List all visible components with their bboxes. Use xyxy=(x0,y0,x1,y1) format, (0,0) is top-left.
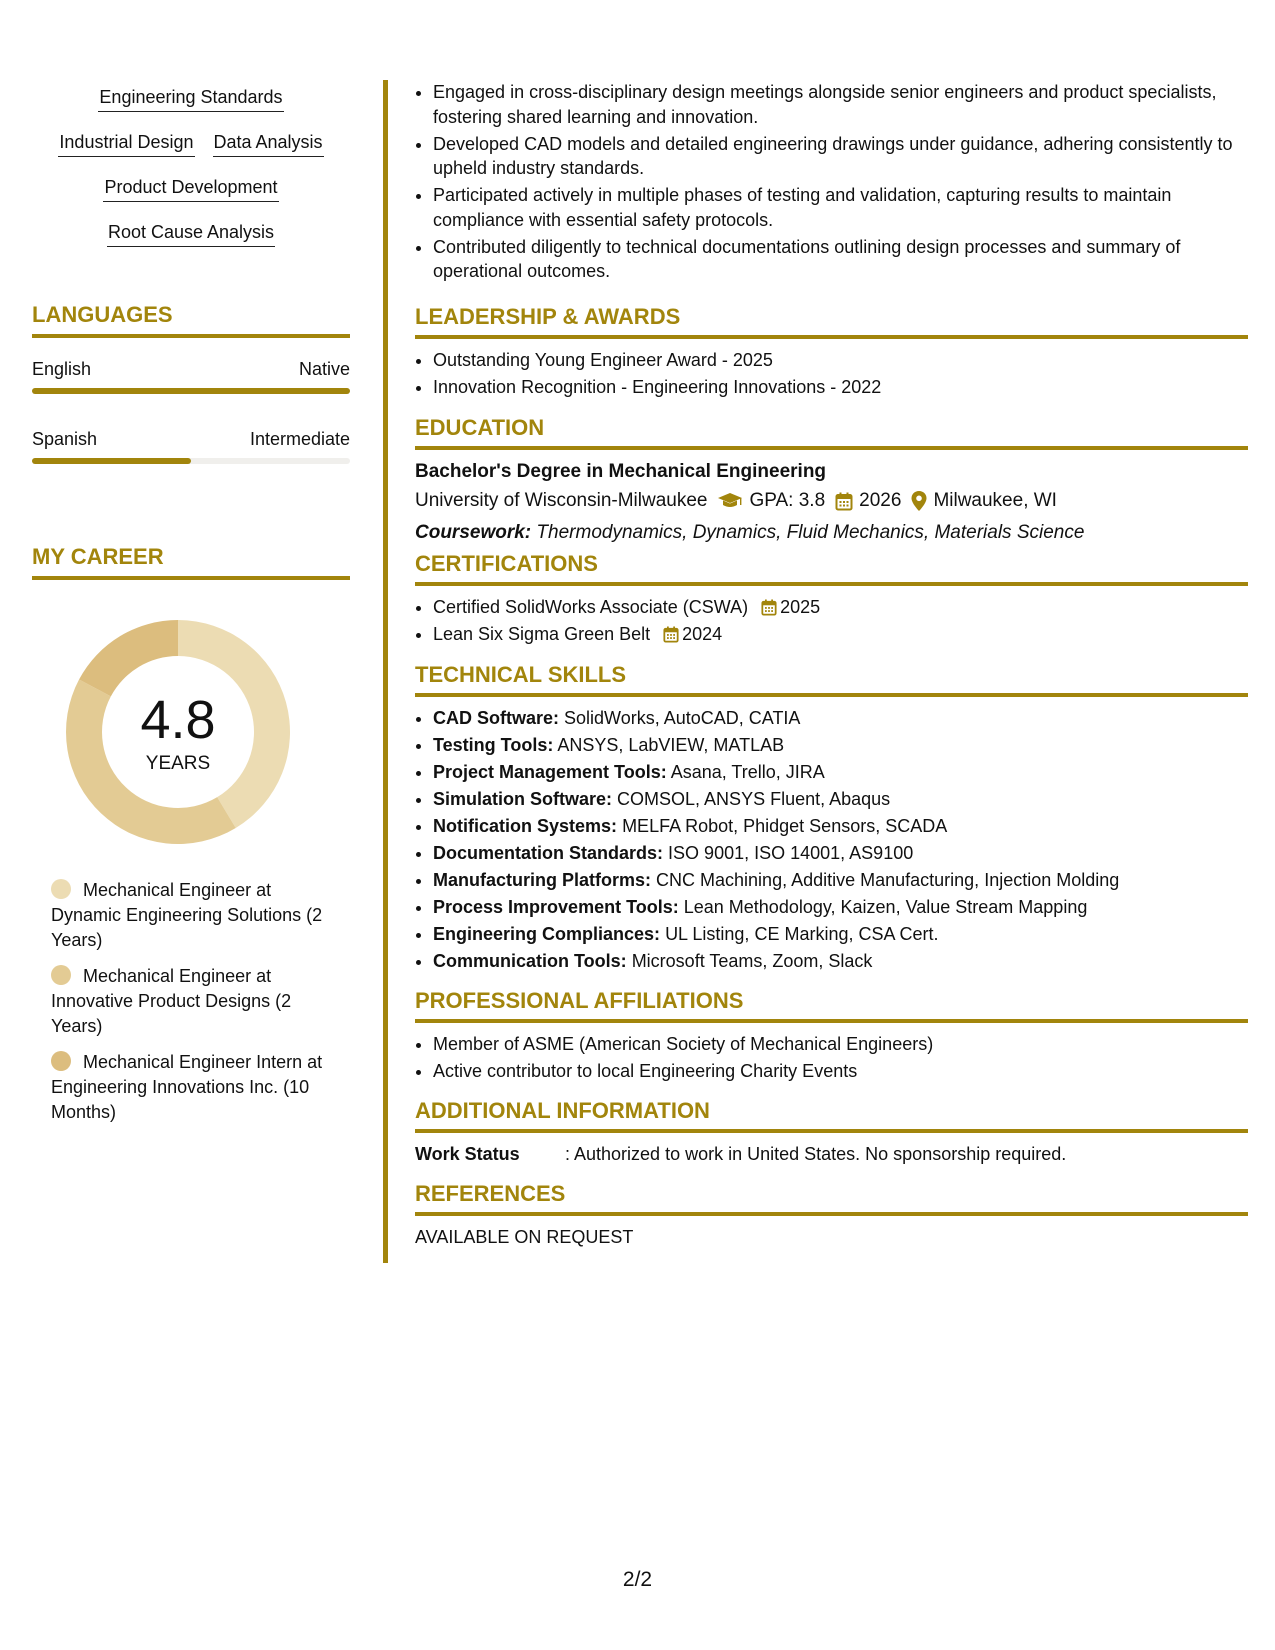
career-item-text: Mechanical Engineer at Dynamic Engineering Solutions (2 Years) xyxy=(51,880,323,950)
experience-bullet: • Participated actively in multiple phases of testing and validation, capturing results to maintain compliance with essential safety protocols. xyxy=(433,183,1248,232)
calendar-icon xyxy=(761,599,777,616)
language-bar xyxy=(32,388,350,394)
award-item: • Outstanding Young Engineer Award - 2025 xyxy=(433,348,1248,372)
career-list xyxy=(51,878,341,1136)
affiliation-item: • Member of ASME (American Society of Mechanical Engineers) xyxy=(433,1032,1248,1056)
languages-heading: LANGUAGES xyxy=(32,302,173,327)
skill-value: SolidWorks, AutoCAD, CATIA xyxy=(564,708,801,728)
skill-tag: Data Analysis xyxy=(213,131,324,157)
education-details xyxy=(415,488,1248,514)
coursework xyxy=(415,520,1248,546)
certification-year: 2025 xyxy=(780,597,821,617)
skill-label: Engineering Compliances: xyxy=(433,924,661,944)
skill-item xyxy=(433,706,1248,731)
gpa: GPA: 3.8 xyxy=(749,490,826,511)
affiliation-item: • Active contributor to local Engineering Charity Events xyxy=(433,1059,1248,1083)
skill-label: Process Improvement Tools: xyxy=(433,897,679,917)
career-item-text: Mechanical Engineer at Innovative Product Designs (2 Years) xyxy=(51,966,292,1036)
language-bar-fill xyxy=(32,458,191,464)
skill-tag: Industrial Design xyxy=(58,131,194,157)
skill-label: Communication Tools: xyxy=(433,951,627,971)
section-rule xyxy=(415,1129,1248,1133)
leadership-heading: LEADERSHIP & AWARDS xyxy=(415,304,681,329)
experience-bullets xyxy=(415,80,1248,286)
skill-tag: Engineering Standards xyxy=(98,86,283,112)
career-total: 4.8 xyxy=(140,690,216,750)
certifications-heading: CERTIFICATIONS xyxy=(415,551,598,576)
skill-item xyxy=(433,949,1248,974)
skill-item xyxy=(433,787,1248,812)
leadership-section xyxy=(415,304,1248,402)
additional-info-heading: ADDITIONAL INFORMATION xyxy=(415,1098,710,1123)
skill-value: ANSYS, LabVIEW, MATLAB xyxy=(557,735,785,755)
skill-label: Notification Systems: xyxy=(433,816,618,836)
references-text: AVAILABLE ON REQUEST xyxy=(415,1227,634,1247)
column-divider xyxy=(383,80,388,1263)
experience-bullet: • Engaged in cross-disciplinary design meetings alongside senior engineers and product specialists, fostering shared learning and innovation. xyxy=(433,80,1248,129)
skill-value: Asana, Trello, JIRA xyxy=(670,762,825,782)
school-name: University of Wisconsin-Milwaukee xyxy=(415,490,708,511)
skill-value: Lean Methodology, Kaizen, Value Stream Mapping xyxy=(683,897,1088,917)
skill-item xyxy=(433,868,1248,893)
skill-item xyxy=(433,895,1248,920)
language-bar xyxy=(32,458,350,464)
references-heading: REFERENCES xyxy=(415,1181,566,1206)
skill-item xyxy=(433,814,1248,839)
section-rule xyxy=(415,446,1248,450)
education-section xyxy=(415,415,1248,546)
section-rule xyxy=(415,693,1248,697)
legend-dot xyxy=(51,1051,71,1071)
technical-skills-section xyxy=(415,662,1248,976)
location: Milwaukee, WI xyxy=(933,490,1057,511)
section-rule xyxy=(415,335,1248,339)
career-donut xyxy=(66,620,290,844)
coursework-label: Coursework: xyxy=(415,522,532,543)
career-unit: YEARS xyxy=(145,753,211,774)
skill-value: CNC Machining, Additive Manufacturing, Injection Molding xyxy=(656,870,1120,890)
calendar-icon xyxy=(835,492,853,511)
legend-dot xyxy=(51,965,71,985)
work-status-row xyxy=(415,1142,1248,1166)
skill-label: Project Management Tools: xyxy=(433,762,667,782)
legend-dot xyxy=(51,879,71,899)
section-rule xyxy=(415,1019,1248,1023)
work-status-value: : Authorized to work in United States. No sponsorship required. xyxy=(565,1144,1067,1164)
language-bar-fill xyxy=(32,388,350,394)
skill-label: Testing Tools: xyxy=(433,735,554,755)
experience-bullet: • Developed CAD models and detailed engineering drawings under guidance, adhering consistently to upheld industry standards. xyxy=(433,132,1248,181)
certification-year: 2024 xyxy=(682,624,723,644)
language-spanish xyxy=(32,428,350,464)
certification-item xyxy=(433,595,1248,619)
section-rule xyxy=(415,1212,1248,1216)
section-rule xyxy=(32,576,350,580)
education-heading: EDUCATION xyxy=(415,415,545,440)
certification-item xyxy=(433,622,1248,646)
certifications-section xyxy=(415,551,1248,649)
languages-section xyxy=(32,302,350,338)
language-english xyxy=(32,358,350,394)
skill-item xyxy=(433,733,1248,758)
award-item: • Innovation Recognition - Engineering Innovations - 2022 xyxy=(433,375,1248,399)
experience-bullet: • Contributed diligently to technical documentations outlining design processes and summary of operational outcomes. xyxy=(433,235,1248,284)
additional-info-section xyxy=(415,1098,1248,1166)
skill-item xyxy=(433,760,1248,785)
location-pin-icon xyxy=(911,491,927,511)
skill-value: ISO 9001, ISO 14001, AS9100 xyxy=(668,843,914,863)
skill-label: CAD Software: xyxy=(433,708,560,728)
skill-value: MELFA Robot, Phidget Sensors, SCADA xyxy=(622,816,948,836)
skill-label: Documentation Standards: xyxy=(433,843,664,863)
skill-label: Manufacturing Platforms: xyxy=(433,870,652,890)
skill-item xyxy=(433,841,1248,866)
career-item xyxy=(51,1050,341,1125)
career-item xyxy=(51,878,341,953)
certification-name: Certified SolidWorks Associate (CSWA) xyxy=(433,597,749,617)
skill-value: UL Listing, CE Marking, CSA Cert. xyxy=(665,924,939,944)
skill-tag: Product Development xyxy=(103,176,278,202)
tag-row xyxy=(32,221,350,247)
skill-tags xyxy=(32,86,350,266)
tag-row xyxy=(32,86,350,112)
graduation-cap-icon xyxy=(717,492,743,510)
technical-skills-list xyxy=(415,706,1248,974)
language-name: Spanish xyxy=(32,429,98,449)
skill-value: Microsoft Teams, Zoom, Slack xyxy=(631,951,873,971)
language-level: Native xyxy=(298,359,350,379)
section-rule xyxy=(415,582,1248,586)
coursework-list: Thermodynamics, Dynamics, Fluid Mechanics, Materials Science xyxy=(536,522,1085,543)
career-item-text: Mechanical Engineer Intern at Engineering Innovations Inc. (10 Months) xyxy=(51,1052,323,1122)
career-heading: MY CAREER xyxy=(32,544,164,569)
language-name: English xyxy=(32,359,92,379)
skill-label: Simulation Software: xyxy=(433,789,613,809)
tag-row xyxy=(32,131,350,157)
certification-name: Lean Six Sigma Green Belt xyxy=(433,624,651,644)
skill-item xyxy=(433,922,1248,947)
affiliations-section xyxy=(415,988,1248,1086)
section-rule xyxy=(32,334,350,338)
career-item xyxy=(51,964,341,1039)
skill-value: COMSOL, ANSYS Fluent, Abaqus xyxy=(617,789,891,809)
references-section xyxy=(415,1181,1248,1249)
affiliations-heading: PROFESSIONAL AFFILIATIONS xyxy=(415,988,744,1013)
career-section xyxy=(32,544,350,580)
tag-row xyxy=(32,176,350,202)
page-number: 2/2 xyxy=(622,1568,653,1591)
skill-tag: Root Cause Analysis xyxy=(107,221,275,247)
language-level: Intermediate xyxy=(249,429,350,449)
work-status-label: Work Status xyxy=(415,1144,520,1164)
calendar-icon xyxy=(663,626,679,643)
graduation-year: 2026 xyxy=(859,490,902,511)
technical-skills-heading: TECHNICAL SKILLS xyxy=(415,662,627,687)
degree-title: Bachelor's Degree in Mechanical Engineering xyxy=(415,461,827,482)
